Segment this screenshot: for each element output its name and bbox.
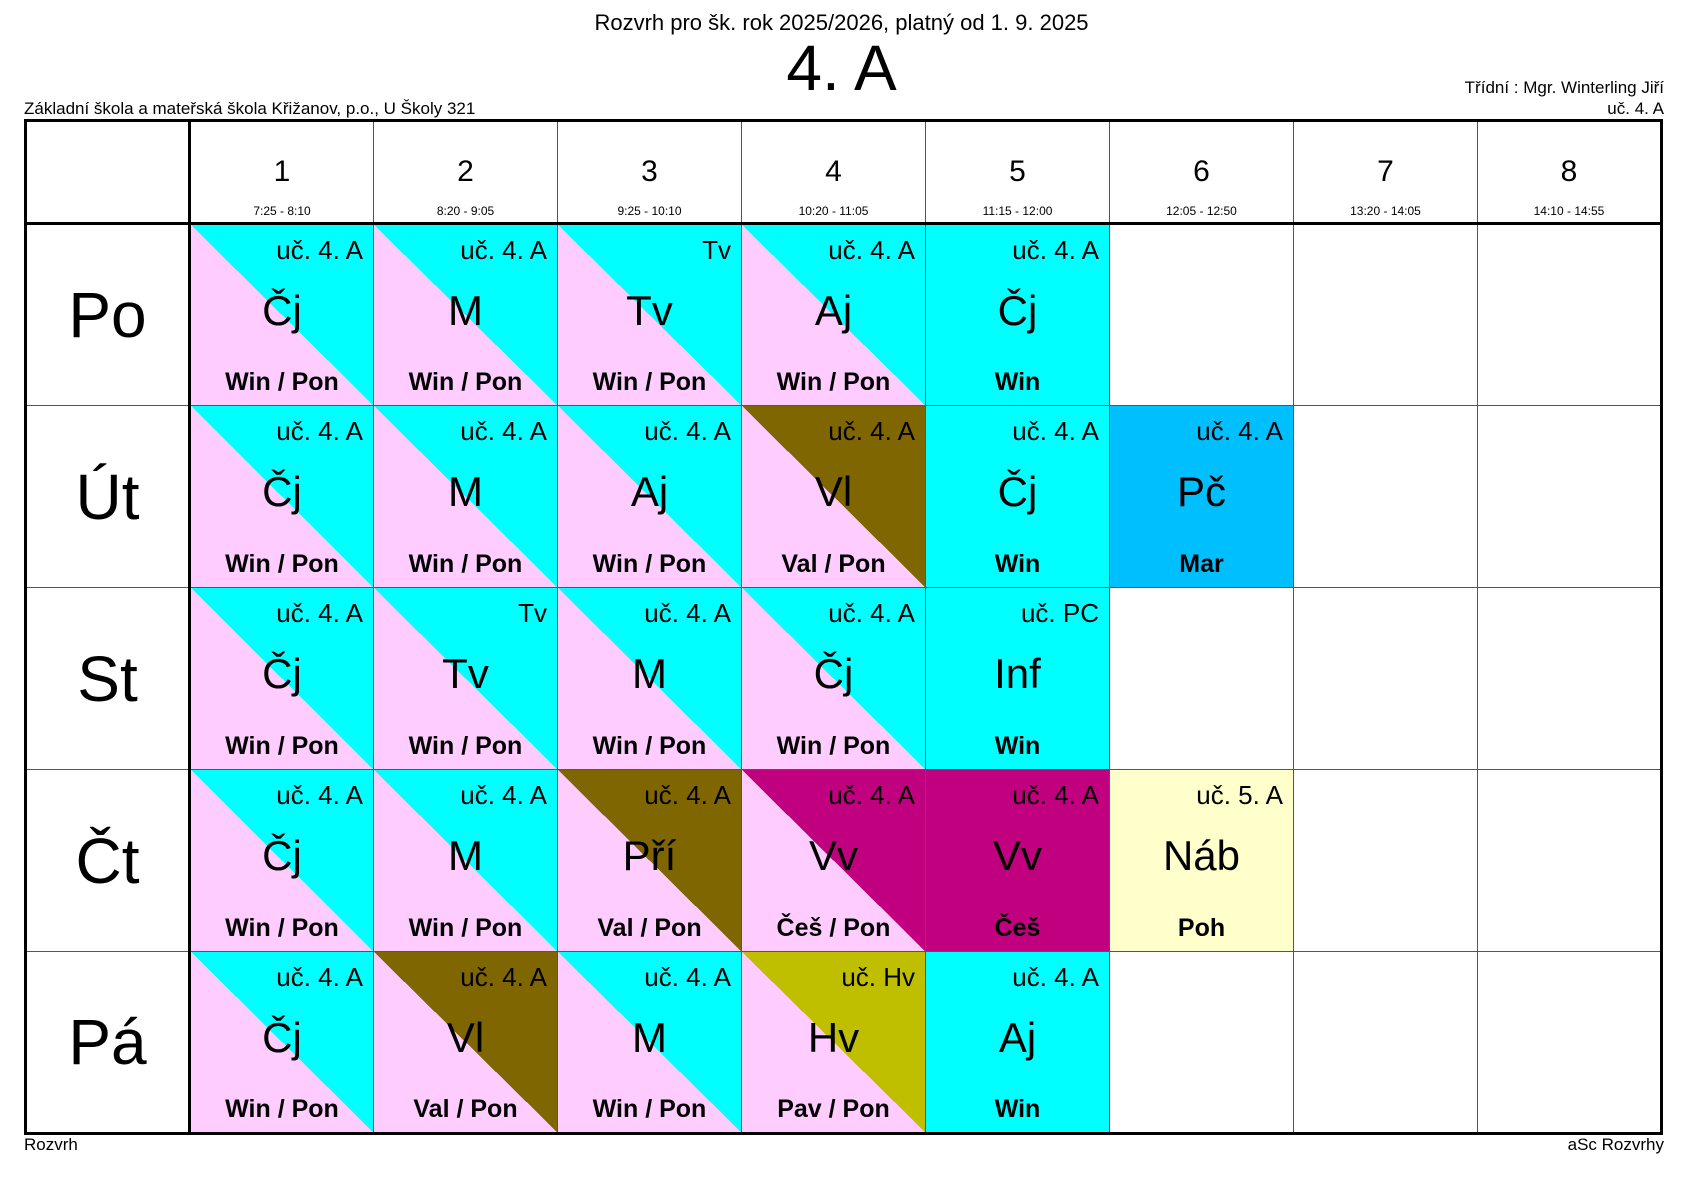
lesson-teacher: Win / Pon xyxy=(592,1095,707,1123)
lesson-teacher: Win / Pon xyxy=(225,914,339,942)
lesson-subject: M xyxy=(448,832,483,879)
lesson-subject: Čj xyxy=(997,287,1038,334)
period-number: 8 xyxy=(1560,155,1578,188)
lesson-teacher: Poh xyxy=(1177,914,1226,942)
lesson-subject: M xyxy=(448,468,483,515)
lesson-teacher: Win xyxy=(994,732,1041,760)
empty-cell xyxy=(1294,406,1478,588)
lesson-cell xyxy=(558,224,742,406)
empty-cell xyxy=(1478,588,1662,770)
lesson-cell xyxy=(190,952,374,1134)
lesson-room: uč. Hv xyxy=(841,962,915,992)
lesson-teacher: Val / Pon xyxy=(781,550,886,578)
lesson-cell xyxy=(558,588,742,770)
lesson-cell xyxy=(374,770,558,952)
day-name: St xyxy=(77,642,138,715)
lesson-cell xyxy=(190,588,374,770)
lesson-room: uč. 4. A xyxy=(460,962,547,992)
empty-cell xyxy=(1294,588,1478,770)
period-header xyxy=(1294,121,1478,224)
lesson-subject: Vl xyxy=(446,1014,485,1061)
period-time: 14:10 - 14:55 xyxy=(1533,204,1605,218)
lesson-cell xyxy=(374,406,558,588)
lesson-teacher: Win / Pon xyxy=(592,368,707,396)
lesson-cell xyxy=(742,224,926,406)
day-row xyxy=(26,770,1662,952)
empty-cell xyxy=(1478,770,1662,952)
empty-cell xyxy=(1478,406,1662,588)
day-label-cell xyxy=(26,406,190,588)
day-name: Čt xyxy=(75,824,140,897)
empty-cell xyxy=(1110,952,1294,1134)
period-time: 13:20 - 14:05 xyxy=(1350,204,1421,218)
lesson-room: uč. 4. A xyxy=(828,416,915,446)
lesson-subject: Náb xyxy=(1162,832,1241,879)
lesson-cell xyxy=(374,952,558,1134)
lesson-room: uč. 4. A xyxy=(644,598,731,628)
period-number: 1 xyxy=(273,155,291,188)
lesson-teacher: Pav / Pon xyxy=(777,1095,890,1123)
lesson-subject: Čj xyxy=(262,287,302,334)
lesson-teacher: Češ xyxy=(994,914,1041,942)
lesson-room: uč. 4. A xyxy=(1012,235,1099,265)
lesson-room: uč. 4. A xyxy=(276,598,363,628)
period-number: 7 xyxy=(1377,155,1394,188)
lesson-cell xyxy=(926,770,1110,952)
class-teacher: Třídní : Mgr. Winterling Jiří xyxy=(1464,78,1664,97)
lesson-cell xyxy=(742,406,926,588)
period-number: 5 xyxy=(1009,155,1026,188)
empty-cell xyxy=(1110,224,1294,406)
lesson-room: uč. 5. A xyxy=(1196,780,1283,810)
empty-cell xyxy=(1478,224,1662,406)
lesson-room: uč. 4. A xyxy=(1012,416,1099,446)
empty-cell xyxy=(1294,224,1478,406)
lesson-room: Tv xyxy=(702,235,731,265)
lesson-teacher: Win / Pon xyxy=(776,732,891,760)
lesson-teacher: Win / Pon xyxy=(592,550,707,578)
lesson-cell xyxy=(558,770,742,952)
lesson-teacher: Win xyxy=(994,368,1041,396)
lesson-room: uč. 4. A xyxy=(1012,780,1099,810)
period-time: 8:20 - 9:05 xyxy=(436,204,495,218)
lesson-cell xyxy=(558,952,742,1134)
lesson-subject: Čj xyxy=(262,468,302,515)
lesson-cell xyxy=(374,224,558,406)
lesson-cell xyxy=(926,588,1110,770)
period-header xyxy=(926,121,1110,224)
lesson-cell xyxy=(190,224,374,406)
period-header xyxy=(1110,121,1294,224)
lesson-teacher: Mar xyxy=(1179,550,1224,578)
lesson-subject: Aj xyxy=(814,287,853,334)
lesson-subject: Pč xyxy=(1176,468,1226,515)
day-row xyxy=(26,952,1662,1134)
lesson-subject: Vl xyxy=(814,468,853,515)
empty-cell xyxy=(1110,588,1294,770)
lesson-subject: Čj xyxy=(262,1014,302,1061)
lesson-subject: Inf xyxy=(994,650,1041,697)
period-time: 10:20 - 11:05 xyxy=(798,204,869,218)
schedule-subtitle: Rozvrh pro šk. rok 2025/2026, platný od 1. 9. 2025 xyxy=(594,10,1089,35)
lesson-cell xyxy=(742,952,926,1134)
lesson-teacher: Val / Pon xyxy=(597,914,702,942)
lesson-subject: Čj xyxy=(997,468,1038,515)
footer-left: Rozvrh xyxy=(24,1135,78,1154)
lesson-cell xyxy=(190,770,374,952)
day-row xyxy=(26,406,1662,588)
day-name: Út xyxy=(75,460,140,533)
lesson-cell xyxy=(926,952,1110,1134)
period-time: 12:05 - 12:50 xyxy=(1166,204,1237,218)
lesson-subject: Čj xyxy=(813,650,854,697)
footer-right: aSc Rozvrhy xyxy=(1567,1135,1664,1154)
lesson-room: uč. 4. A xyxy=(1012,962,1099,992)
day-row xyxy=(26,224,1662,406)
timetable xyxy=(24,119,1663,1135)
lesson-room: uč. 4. A xyxy=(276,416,363,446)
day-label-cell xyxy=(26,770,190,952)
lesson-teacher: Win / Pon xyxy=(225,732,339,760)
lesson-cell xyxy=(374,588,558,770)
lesson-teacher: Win xyxy=(994,550,1041,578)
period-header xyxy=(558,121,742,224)
lesson-subject: Čj xyxy=(262,832,302,879)
period-header xyxy=(742,121,926,224)
period-header xyxy=(1478,121,1662,224)
lesson-teacher: Val / Pon xyxy=(413,1095,518,1123)
lesson-room: uč. 4. A xyxy=(828,598,915,628)
lesson-room: uč. PC xyxy=(1020,598,1099,628)
lesson-teacher: Win / Pon xyxy=(408,550,523,578)
empty-cell xyxy=(1294,770,1478,952)
period-number: 6 xyxy=(1193,155,1210,188)
lesson-subject: Vv xyxy=(992,832,1042,879)
lesson-room: uč. 4. A xyxy=(1196,416,1283,446)
period-number: 4 xyxy=(825,155,842,188)
day-name: Pá xyxy=(68,1006,147,1078)
lesson-room: uč. 4. A xyxy=(276,235,363,265)
lesson-teacher: Win / Pon xyxy=(408,914,523,942)
lesson-room: Tv xyxy=(518,598,547,628)
corner-cell xyxy=(26,121,190,224)
class-title: 4. A xyxy=(786,32,897,104)
lesson-subject: Vv xyxy=(808,832,858,879)
period-time: 7:25 - 8:10 xyxy=(253,204,311,218)
lesson-subject: Čj xyxy=(262,650,302,697)
lesson-teacher: Win / Pon xyxy=(225,368,339,396)
day-label-cell xyxy=(26,588,190,770)
lesson-cell xyxy=(190,406,374,588)
day-row xyxy=(26,588,1662,770)
lesson-subject: M xyxy=(632,1014,667,1061)
empty-cell xyxy=(1294,952,1478,1134)
lesson-room: uč. 4. A xyxy=(276,780,363,810)
day-label-cell xyxy=(26,224,190,406)
lesson-teacher: Win / Pon xyxy=(225,550,339,578)
lesson-teacher: Win / Pon xyxy=(776,368,891,396)
lesson-cell xyxy=(1110,406,1294,588)
lesson-room: uč. 4. A xyxy=(644,416,731,446)
lesson-cell xyxy=(926,406,1110,588)
lesson-subject: Tv xyxy=(626,287,673,334)
lesson-subject: Hv xyxy=(807,1014,860,1061)
empty-cell xyxy=(1478,952,1662,1134)
class-teacher-info xyxy=(1465,77,1664,119)
lesson-room: uč. 4. A xyxy=(828,235,915,265)
lesson-teacher: Češ / Pon xyxy=(776,914,891,942)
lesson-room: uč. 4. A xyxy=(644,962,731,992)
lesson-room: uč. 4. A xyxy=(828,780,915,810)
period-time: 11:15 - 12:00 xyxy=(982,204,1053,218)
lesson-teacher: Win / Pon xyxy=(225,1095,339,1123)
home-room: uč. 4. A xyxy=(1607,99,1664,118)
lesson-teacher: Win / Pon xyxy=(408,732,523,760)
period-number: 3 xyxy=(641,155,658,188)
school-name: Základní škola a mateřská škola Křižanov, p.o., U Školy 321 xyxy=(24,99,476,118)
lesson-teacher: Win / Pon xyxy=(592,732,707,760)
lesson-subject: Tv xyxy=(442,650,489,697)
lesson-subject: Aj xyxy=(998,1014,1037,1061)
lesson-subject: M xyxy=(632,650,667,697)
lesson-cell xyxy=(926,224,1110,406)
lesson-cell xyxy=(1110,770,1294,952)
day-name: Po xyxy=(68,279,147,351)
lesson-room: uč. 4. A xyxy=(460,235,547,265)
lesson-cell xyxy=(558,406,742,588)
period-header xyxy=(190,121,374,224)
lesson-subject: Pří xyxy=(622,832,677,879)
lesson-subject: M xyxy=(448,287,483,334)
period-number: 2 xyxy=(457,155,474,188)
periods-header-row xyxy=(26,121,1662,224)
lesson-room: uč. 4. A xyxy=(644,780,731,810)
lesson-room: uč. 4. A xyxy=(276,962,363,992)
day-label-cell xyxy=(26,952,190,1134)
lesson-teacher: Win / Pon xyxy=(408,368,523,396)
lesson-subject: Aj xyxy=(630,468,669,515)
period-time: 9:25 - 10:10 xyxy=(617,204,682,218)
lesson-cell xyxy=(742,588,926,770)
lesson-cell xyxy=(742,770,926,952)
period-header xyxy=(374,121,558,224)
lesson-teacher: Win xyxy=(994,1095,1041,1123)
lesson-room: uč. 4. A xyxy=(460,416,547,446)
lesson-room: uč. 4. A xyxy=(460,780,547,810)
